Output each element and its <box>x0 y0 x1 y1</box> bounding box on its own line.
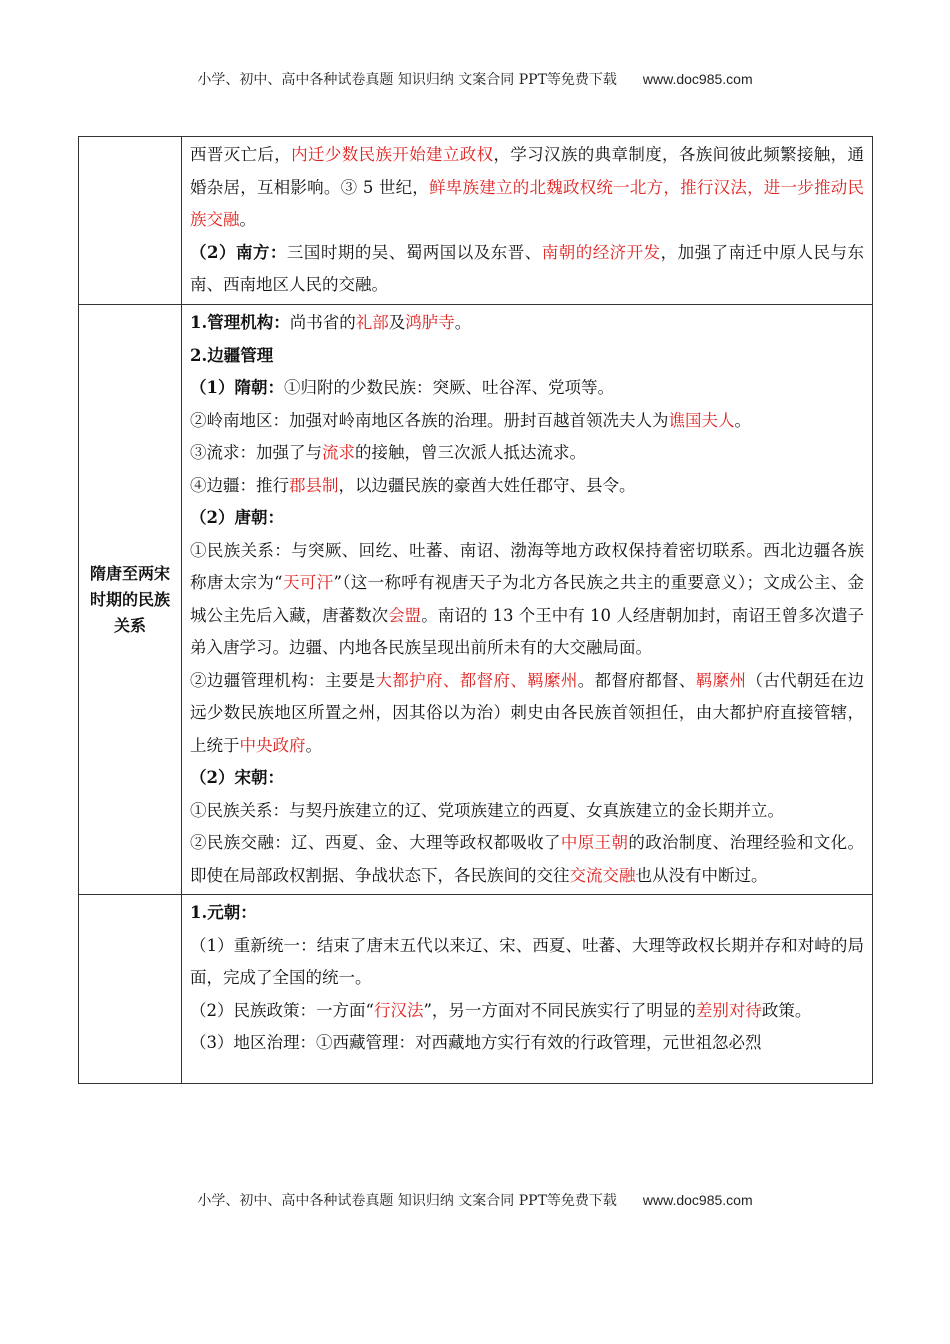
paragraph <box>190 340 864 373</box>
highlighted-term: 行汉法 <box>373 1000 424 1020</box>
paragraph <box>190 470 864 503</box>
row-content <box>182 305 873 895</box>
highlighted-term: 南朝的经济开发 <box>541 242 661 262</box>
text-segment: （2）民族政策：一方面“ <box>190 1000 374 1020</box>
text-segment: 的接触，曾三次派人抵达流求。 <box>355 443 586 462</box>
content-table <box>78 136 873 1084</box>
paragraph <box>190 1027 864 1060</box>
text-segment: （古代朝廷在边远少数民族地区所置之州，因其俗以为治）刺史由各民族首领担任，由大都护府直接管辖，上统于 <box>190 670 865 755</box>
paragraph <box>190 405 864 438</box>
text-segment: 1.管理机构： <box>190 313 290 332</box>
text-segment: 1.元朝： <box>190 903 257 922</box>
paragraph <box>190 535 864 665</box>
text-segment: 及 <box>388 313 406 332</box>
paragraph <box>190 139 864 237</box>
highlighted-term: 差别对待 <box>695 1000 762 1020</box>
text-segment: 。 <box>454 313 472 332</box>
text-segment: ②边疆管理机构：主要是 <box>190 670 376 690</box>
text-segment: ”，另一方面对不同民族实行了明显的 <box>423 1000 696 1020</box>
text-segment: ，加强了南迁中原人民与东南、西南地区人民的交融。 <box>190 242 865 294</box>
highlighted-term: 鲜卑族建立的北魏政权统一北方，推行汉法，进一步推动民族交融 <box>190 177 865 229</box>
header-site: www.doc985.com <box>642 71 753 87</box>
text-segment: 也从没有中断过。 <box>635 865 768 885</box>
text-segment: 2.边疆管理 <box>190 345 274 365</box>
highlighted-term: 鸿胪寺 <box>405 313 455 332</box>
highlighted-term: 内迁少数民族开始建立政权 <box>291 145 494 164</box>
text-segment: 的政治制度、治理经验和文化。即使在局部政权割据、争战状态下，各民族间的交往 <box>190 833 865 885</box>
paragraph <box>190 995 864 1028</box>
text-segment: ①归附的少数民族：突厥、吐谷浑、党项等。 <box>283 378 614 397</box>
table-row <box>79 137 873 305</box>
text-segment: ，学习汉族的典章制度，各族间彼此频繁接触，通婚杂居，互相影响。③ 5 世纪， <box>190 145 865 197</box>
highlighted-term: 天可汗 <box>282 573 334 592</box>
text-segment: ④边疆：推行 <box>190 475 289 495</box>
highlighted-term: 中央政府 <box>239 735 306 755</box>
footer-text: 小学、初中、高中各种试卷真题 知识归纳 文案合同 PPT等免费下载 <box>197 1193 617 1209</box>
text-segment: ②岭南地区：加强对岭南地区各族的治理。册封百越首领冼夫人为 <box>190 410 669 430</box>
row-content <box>182 895 873 1084</box>
paragraph <box>190 795 864 828</box>
text-segment: （3）地区治理：①西藏管理：对西藏地方实行有效的行政管理，元世祖忽必烈 <box>190 1033 762 1052</box>
footer-site: www.doc985.com <box>642 1192 753 1208</box>
paragraph <box>190 827 864 892</box>
paragraph <box>190 237 864 302</box>
page-footer <box>0 1190 950 1210</box>
row-content <box>182 137 873 305</box>
text-segment: ，以边疆民族的豪酋大姓任郡守、县令。 <box>338 475 636 495</box>
paragraph <box>190 372 864 405</box>
text-segment: ①民族关系：与突厥、回纥、吐蕃、南诏、渤海等地方政权保持着密切联系。西北边疆各族称唐太宗为“ <box>190 540 864 592</box>
highlighted-term: 会盟 <box>388 605 422 625</box>
header-text: 小学、初中、高中各种试卷真题 知识归纳 文案合同 PPT等免费下载 <box>197 72 617 88</box>
text-segment: 政策。 <box>761 1000 812 1020</box>
row-label: 隋唐至两宋时期的民族关系 <box>79 305 182 895</box>
text-segment: （1）隋朝： <box>190 378 284 397</box>
text-segment: 。 <box>305 735 322 755</box>
text-segment: 。南诏的 13 个王中有 10 人经唐朝加封，南诏王曾多次遣子弟入唐学习。边疆、内地各民族呈现出前所未有的大交融局面。 <box>190 605 864 657</box>
text-segment: （2）南方： <box>190 242 287 262</box>
text-segment: （2）唐朝： <box>190 508 284 527</box>
text-segment: ①民族关系：与契丹族建立的辽、党项族建立的西夏、女真族建立的金长期并立。 <box>190 800 784 820</box>
highlighted-term: 中原王朝 <box>560 833 629 852</box>
highlighted-term: 谯国夫人 <box>668 410 735 430</box>
highlighted-term: 羁縻州 <box>695 670 747 690</box>
page-header <box>0 69 950 89</box>
text-segment: 西晋灭亡后， <box>190 145 292 164</box>
row-label <box>79 137 182 305</box>
text-segment: （2）宋朝： <box>190 768 284 787</box>
paragraph <box>190 897 864 930</box>
highlighted-term: 礼部 <box>355 313 389 332</box>
text-segment: ③流求：加强了与 <box>190 443 322 462</box>
table-row <box>79 895 873 1084</box>
text-segment: 。 <box>734 410 751 430</box>
highlighted-term: 流求 <box>322 443 355 462</box>
row-label <box>79 895 182 1084</box>
paragraph <box>190 930 864 995</box>
text-segment: 。都督府都督、 <box>577 670 696 690</box>
paragraph <box>190 307 864 340</box>
table-row <box>79 305 873 895</box>
paragraph <box>190 502 864 535</box>
highlighted-term: 郡县制 <box>289 475 339 495</box>
paragraph <box>190 762 864 795</box>
highlighted-term: 交流交融 <box>569 865 636 885</box>
highlighted-term: 大都护府、都督府、羁縻州 <box>375 670 578 690</box>
paragraph <box>190 437 864 470</box>
text-segment: ②民族交融：辽、西夏、金、大理等政权都吸收了 <box>190 833 561 852</box>
paragraph <box>190 665 864 763</box>
text-segment: 尚书省的 <box>289 313 356 332</box>
text-segment: 三国时期的吴、蜀两国以及东晋、 <box>286 242 542 262</box>
text-segment: （1）重新统一：结束了唐末五代以来辽、宋、西夏、吐蕃、大理等政权长期并存和对峙的局面，完成了全国的统一。 <box>190 935 864 987</box>
text-segment: 。 <box>239 210 256 229</box>
text-segment: ”（这一称呼有视唐天子为北方各民族之共主的重要意义）；文成公主、金城公主先后入藏，唐蕃数次 <box>190 573 865 625</box>
